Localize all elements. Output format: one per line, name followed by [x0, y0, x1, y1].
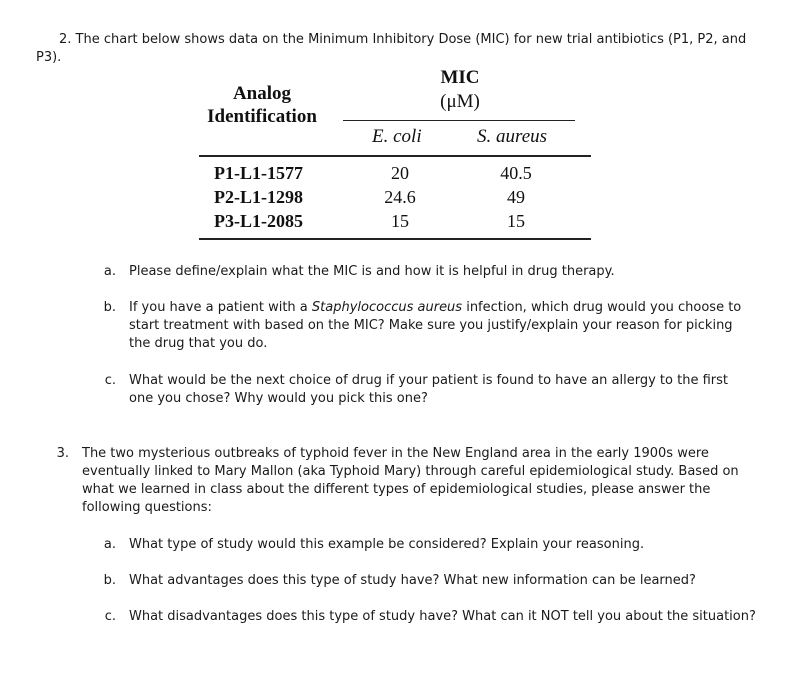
q3-number: 3. [56, 446, 69, 461]
row-2-ecoli: 24.6 [384, 187, 416, 207]
header-analog [198, 82, 326, 128]
bottom-rule [199, 238, 591, 240]
q2-item-b-text [129, 299, 749, 353]
q2-item-a-label: a. [103, 264, 116, 279]
mic-rule [343, 120, 575, 121]
header-mic-line2: (μM) [440, 91, 480, 112]
q2-item-a-text: Please define/explain what the MIC is and how it is helpful in drug therapy. [129, 264, 615, 279]
row-3-name: P3-L1-2085 [214, 211, 303, 231]
row-1-saureus: 40.5 [500, 163, 532, 183]
q3-item-a-label: a. [103, 537, 116, 552]
header-rule [199, 155, 591, 157]
header-analog-line2: Identification [207, 106, 317, 127]
sub-saureus: S. aureus [477, 126, 548, 147]
q2-item-c-label: c. [104, 373, 116, 388]
q2-item-b-label: b. [103, 300, 116, 315]
row-3-saureus: 15 [507, 211, 525, 231]
sub-ecoli: E. coli [372, 126, 422, 147]
question-2-intro: 2. The chart below shows data on the Minimum Inhibitory Dose (MIC) for new trial antibiotics (P1, P2, and P3). [36, 32, 747, 65]
q3-item-a-text: What type of study would this example be considered? Explain your reasoning. [129, 537, 645, 552]
row-2-saureus: 49 [507, 187, 525, 207]
q3-item-b-label: b. [103, 573, 116, 588]
header-analog-line1: Analog [232, 83, 292, 104]
q2-item-b-species: Staphylococcus aureus [311, 300, 463, 315]
header-mic [400, 66, 520, 114]
row-1-ecoli: 20 [391, 163, 409, 183]
header-mic-line1: MIC [440, 67, 480, 88]
q2-item-c-text: What would be the next choice of drug if your patient is found to have an allergy to the first one you chose? Why would you pick this one? [129, 373, 728, 406]
q3-text: The two mysterious outbreaks of typhoid fever in the New England area in the early 1900s were eventually linked to Mary Mallon (aka Typhoid Mary) through careful epidemiological study. Based on what we learned in class about the different types of epidemiological studies, please answer the following questions: [82, 446, 739, 515]
row-3-ecoli: 15 [391, 211, 409, 231]
row-1-name: P1-L1-1577 [214, 163, 303, 183]
q3-item-c-text: What disadvantages does this type of study have? What can it NOT tell you about the situation? [129, 609, 756, 624]
row-2-name: P2-L1-1298 [214, 187, 303, 207]
q2-item-b-text-pre: If you have a patient with a [129, 300, 312, 315]
q3-item-c-label: c. [104, 609, 116, 624]
q2-item-b-text-post: infection, which drug would you choose to start treatment with based on the MIC? Make sure you justify/explain your reason for picking the drug that you do. [129, 300, 742, 351]
q3-item-b-text: What advantages does this type of study have? What new information can be learned? [129, 573, 696, 588]
